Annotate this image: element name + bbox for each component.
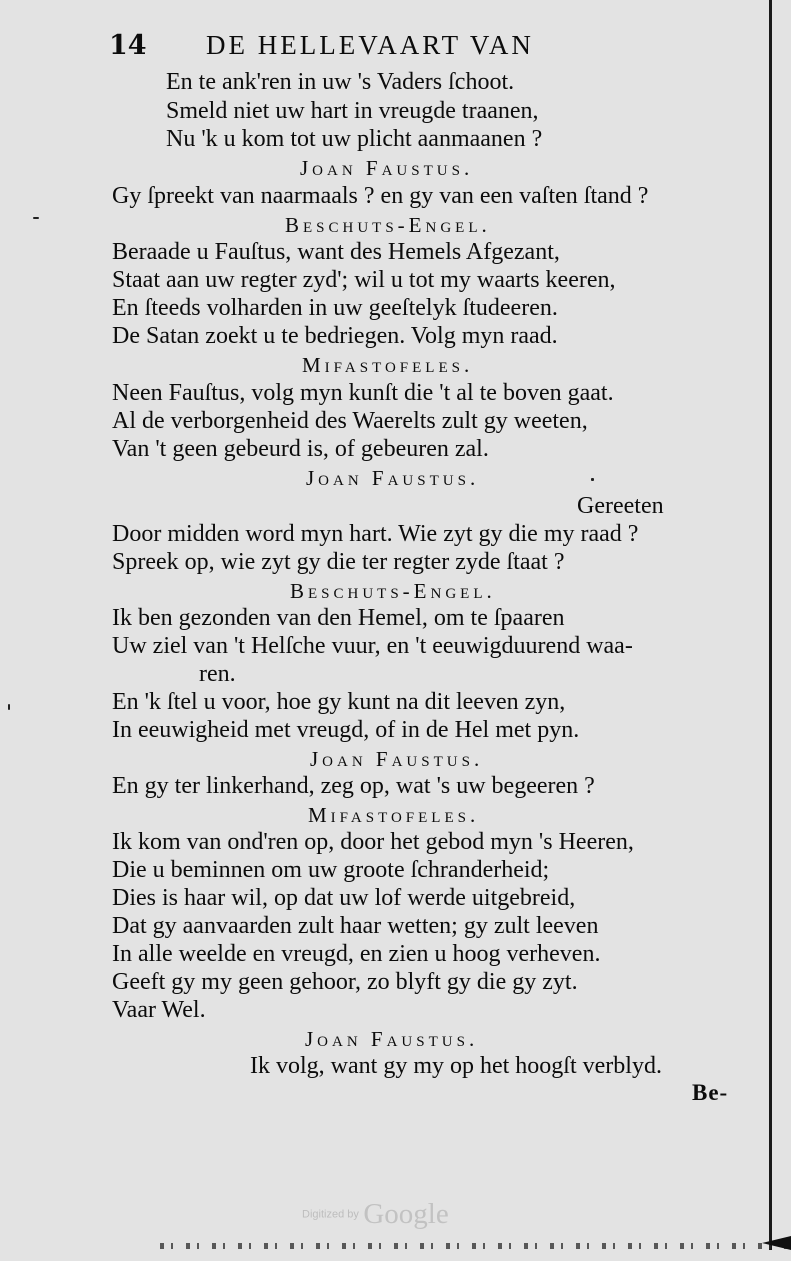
verse-line: De Satan zoekt u te bedriegen. Volg myn raad.	[112, 323, 558, 349]
print-speck	[8, 704, 10, 710]
verse-line: Ik ben gezonden van den Hemel, om te ſpaaren	[112, 605, 565, 631]
verse-line: Al de verborgenheid des Waerelts zult gy weeten,	[112, 408, 588, 434]
speaker-name: Joan Faustus.	[305, 1027, 479, 1051]
verse-line: Dies is haar wil, op dat uw lof werde uitgebreid,	[112, 885, 576, 911]
speaker-name: Joan Faustus.	[306, 466, 480, 490]
verse-line: Door midden word myn hart. Wie zyt gy die my raad ?	[112, 521, 639, 547]
page-header	[109, 30, 669, 70]
verse-line: Uw ziel van 't Helſche vuur, en 't eeuwigduurend waa-	[112, 633, 633, 659]
speaker-name: Beschuts-Engel.	[285, 213, 491, 237]
watermark-prefix: Digitized by	[302, 1208, 359, 1221]
catchword: Be-	[692, 1080, 729, 1105]
verse-line: Vaar Wel.	[112, 997, 206, 1023]
verse-line: Gereeten	[577, 493, 664, 519]
verse-line: Van 't geen gebeurd is, of gebeuren zal.	[112, 436, 489, 462]
verse-line: Geeft gy my geen gehoor, zo blyft gy die gy zyt.	[112, 969, 578, 995]
speaker-name: Joan Faustus.	[310, 747, 484, 771]
verse-line: En te ank'ren in uw 's Vaders ſchoot.	[166, 69, 515, 95]
speaker-name: Joan Faustus.	[300, 156, 474, 180]
page-number: 14	[109, 30, 147, 61]
verse-line: Gy ſpreekt van naarmaals ? en gy van een vaſten ſtand ?	[112, 183, 649, 209]
verse-line: Ik volg, want gy my op het hoogſt verblyd.	[250, 1053, 662, 1079]
verse-line: ren.	[199, 661, 236, 687]
verse-line: En ſteeds volharden in uw geeſtelyk ſtudeeren.	[112, 295, 558, 321]
print-speck	[33, 217, 39, 219]
verse-line: Spreek op, wie zyt gy die ter regter zyde ſtaat ?	[112, 549, 565, 575]
verse-line: Nu 'k u kom tot uw plicht aanmaanen ?	[166, 126, 543, 152]
digitized-watermark	[302, 1198, 449, 1231]
bottom-scan-noise	[160, 1243, 790, 1249]
verse-line: Smeld niet uw hart in vreugde traanen,	[166, 98, 539, 124]
verse-line: En gy ter linkerhand, zeg op, wat 's uw begeeren ?	[112, 773, 595, 799]
verse-line: Beraade u Fauſtus, want des Hemels Afgezant,	[112, 239, 560, 265]
verse-line: En 'k ſtel u voor, hoe gy kunt na dit leeven zyn,	[112, 689, 566, 715]
watermark-brand: Google	[363, 1198, 449, 1230]
verse-line: In eeuwigheid met vreugd, of in de Hel met pyn.	[112, 717, 580, 743]
verse-line: Ik kom van ond'ren op, door het gebod myn 's Heeren,	[112, 829, 634, 855]
verse-line: Dat gy aanvaarden zult haar wetten; gy zult leeven	[112, 913, 599, 939]
verse-line: Staat aan uw regter zyd'; wil u tot my waarts keeren,	[112, 267, 616, 293]
print-speck	[591, 478, 594, 481]
verse-line: In alle weelde en vreugd, en zien u hoog verheven.	[112, 941, 601, 967]
verse-line: Neen Fauſtus, volg myn kunſt die 't al te boven gaat.	[112, 380, 614, 406]
verse-line: Die u beminnen om uw groote ſchranderheid;	[112, 857, 550, 883]
running-title: DE HELLEVAART VAN	[206, 30, 534, 60]
speaker-name: Beschuts-Engel.	[290, 579, 496, 603]
speaker-name: Mifastofeles.	[302, 353, 474, 377]
page-edge-line	[769, 0, 772, 1250]
speaker-name: Mifastofeles.	[308, 803, 480, 827]
